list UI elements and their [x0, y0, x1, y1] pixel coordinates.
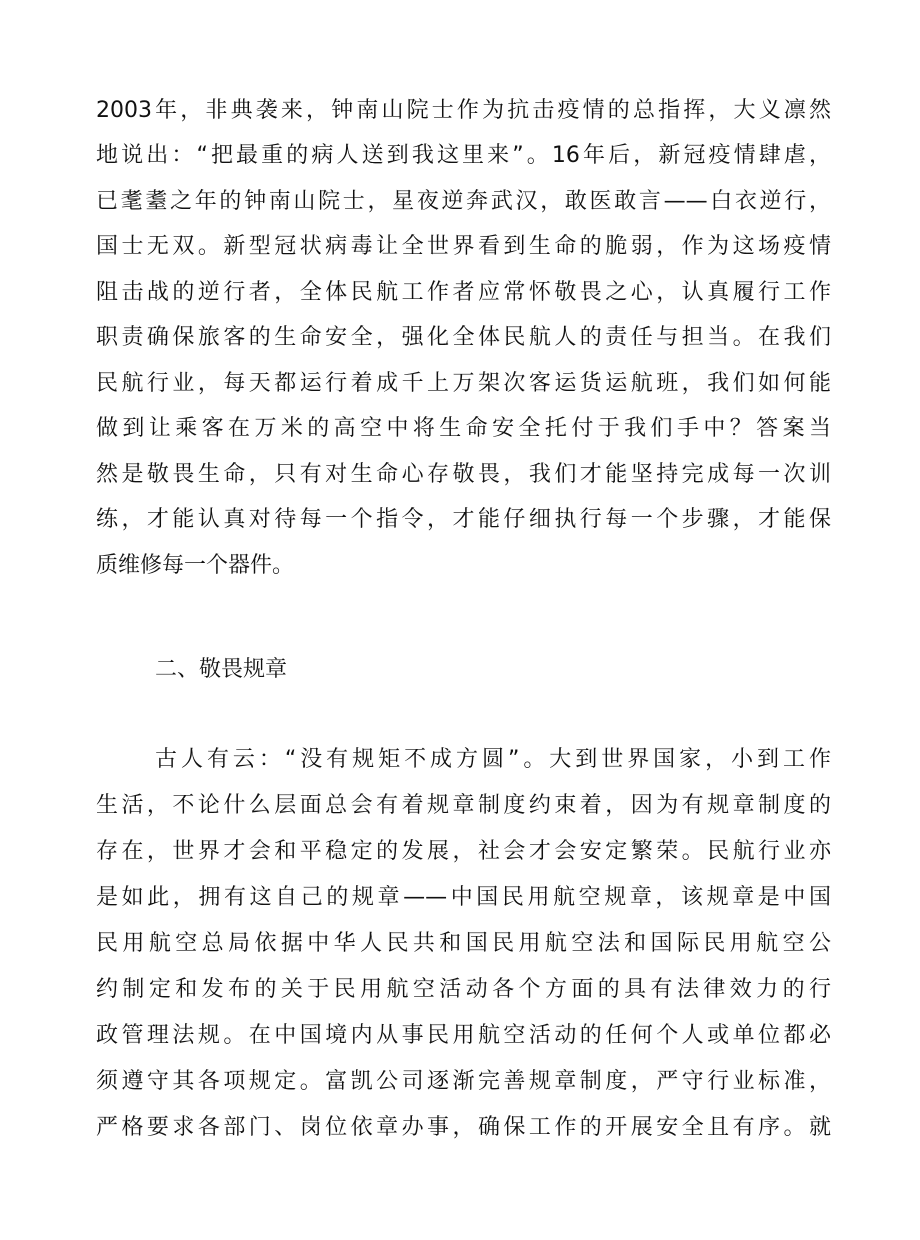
paragraph-1-line-1: 2003年，非典袭来，钟南山院士作为抗击疫情的总指挥，大义凛然	[96, 98, 831, 123]
paragraph-1-line-7: 民航行业，每天都运行着成千上万架次客运货运航班，我们如何能	[96, 371, 831, 396]
paragraph-2-line-1: 古人有云：“没有规矩不成方圆”。大到世界国家，小到工作	[155, 747, 831, 772]
paragraph-1-line-10: 练，才能认真对待每一个指令，才能仔细执行每一个步骤，才能保	[96, 507, 831, 532]
paragraph-1-line-4: 国士无双。新型冠状病毒让全世界看到生命的脆弱，作为这场疫情	[96, 234, 831, 259]
paragraph-2-line-9: 严格要求各部门、岗位依章办事，确保工作的开展安全且有序。就	[96, 1115, 831, 1140]
paragraph-2-line-7: 政管理法规。在中国境内从事民用航空活动的任何个人或单位都必	[96, 1023, 831, 1048]
paragraph-2-line-6: 约制定和发布的关于民用航空活动各个方面的具有法律效力的行	[96, 977, 831, 1002]
paragraph-1-line-3: 已耄耋之年的钟南山院士，星夜逆奔武汉，敢医敢言——白衣逆行，	[96, 189, 831, 214]
section-heading: 二、敬畏规章	[155, 657, 288, 682]
paragraph-2-line-4: 是如此，拥有这自己的规章——中国民用航空规章，该规章是中国	[96, 885, 831, 910]
paragraph-1-line-11: 质维修每一个器件。	[96, 553, 295, 578]
paragraph-2-line-3: 存在，世界才会和平稳定的发展，社会才会安定繁荣。民航行业亦	[96, 839, 831, 864]
paragraph-1-line-9: 然是敬畏生命，只有对生命心存敬畏，我们才能坚持完成每一次训	[96, 462, 831, 487]
paragraph-2-line-5: 民用航空总局依据中华人民共和国民用航空法和国际民用航空公	[96, 931, 831, 956]
paragraph-2-line-8: 须遵守其各项规定。富凯公司逐渐完善规章制度，严守行业标准，	[96, 1069, 831, 1094]
paragraph-1-line-5: 阻击战的逆行者，全体民航工作者应常怀敬畏之心，认真履行工作	[96, 280, 831, 305]
paragraph-1-line-6: 职责确保旅客的生命安全，强化全体民航人的责任与担当。在我们	[96, 325, 831, 350]
paragraph-1-line-2: 地说出：“把最重的病人送到我这里来”。16年后，新冠疫情肆虐，	[96, 143, 831, 168]
paragraph-1-line-8: 做到让乘客在万米的高空中将生命安全托付于我们手中？答案当	[96, 416, 831, 441]
paragraph-2-line-2: 生活，不论什么层面总会有着规章制度约束着，因为有规章制度的	[96, 793, 831, 818]
